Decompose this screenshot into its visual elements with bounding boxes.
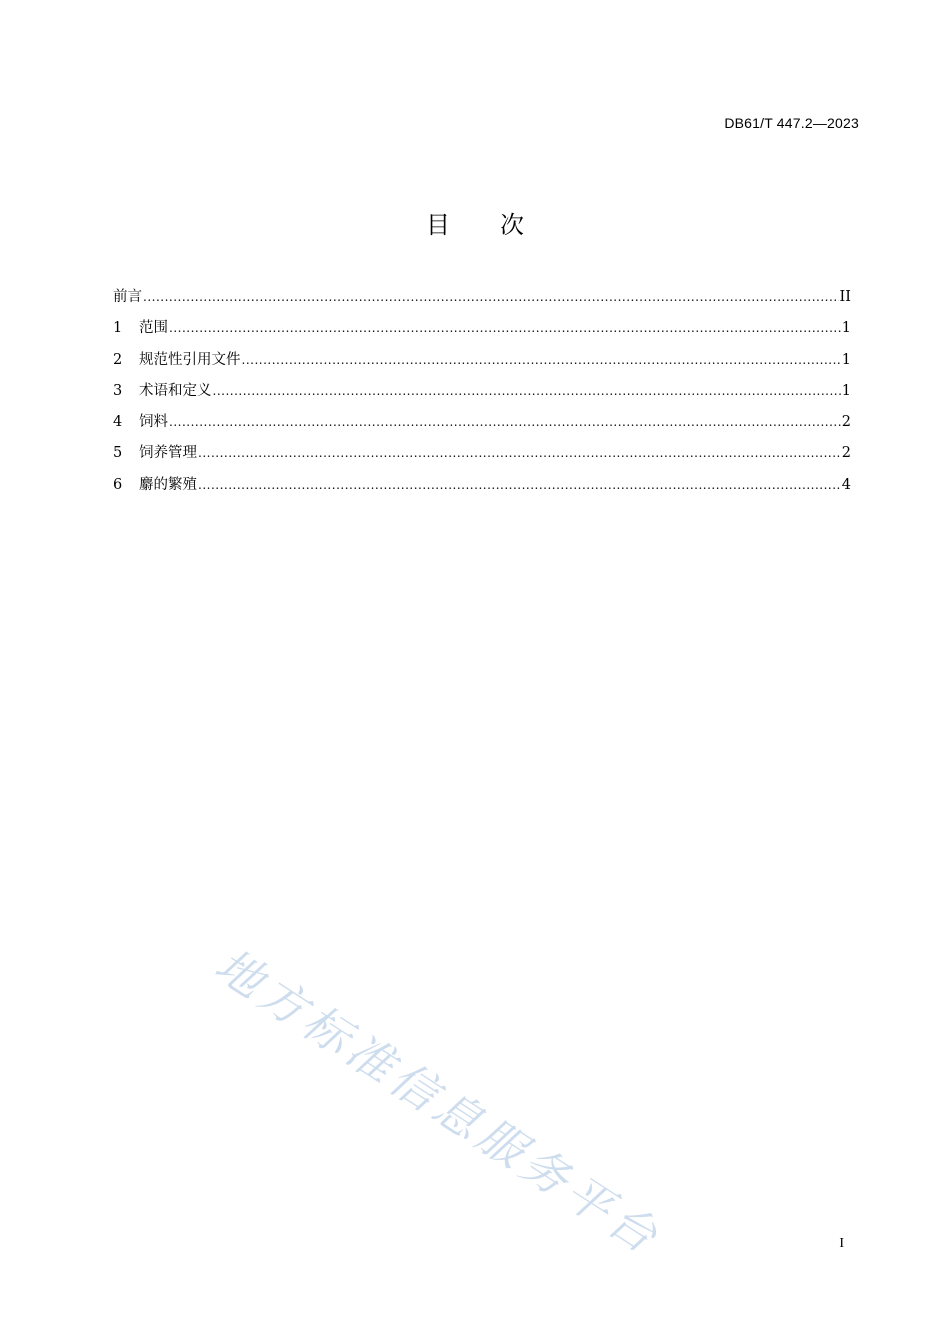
toc-entry-label: 前言	[113, 289, 142, 305]
watermark-text: 地方标准信息服务平台	[205, 937, 672, 1267]
toc-entry-terms-definitions[interactable]	[113, 379, 851, 410]
dot-leader	[213, 379, 841, 403]
dot-leader	[198, 473, 841, 497]
toc-entry-label: 麝的繁殖	[139, 476, 197, 493]
toc-entry-page: 1	[841, 320, 851, 337]
toc-title-part2: 次	[500, 211, 524, 239]
toc-entry-scope[interactable]	[113, 316, 851, 347]
toc-entry-label: 饲料	[139, 414, 168, 431]
dot-leader	[169, 316, 841, 340]
toc-entry-foreword[interactable]	[113, 285, 851, 316]
toc-entry-number: 1	[113, 320, 123, 337]
dot-leader	[169, 410, 841, 434]
toc-entry-page: 1	[841, 382, 851, 399]
dot-leader	[143, 285, 839, 309]
toc-title	[0, 205, 950, 240]
toc-entry-label: 范围	[139, 320, 168, 337]
toc-entry-feeding-management[interactable]	[113, 441, 851, 472]
toc-entry-page: 1	[841, 351, 851, 368]
toc-entry-number: 5	[113, 445, 123, 462]
toc-entry-number: 3	[113, 382, 123, 399]
toc-entry-page: 4	[841, 476, 851, 493]
toc-entry-breeding[interactable]	[113, 473, 851, 504]
toc-title-part1: 目	[426, 211, 450, 239]
toc-entry-page: 2	[841, 414, 851, 431]
toc-entry-label: 规范性引用文件	[139, 351, 241, 368]
page-number: I	[839, 1236, 844, 1251]
toc-entry-label: 饲养管理	[139, 445, 197, 462]
toc-entry-page: II	[839, 289, 851, 305]
document-code: DB61/T 447.2—2023	[724, 115, 859, 131]
toc-entry-number: 4	[113, 414, 123, 431]
table-of-contents	[113, 285, 851, 504]
dot-leader	[198, 441, 841, 465]
toc-entry-feed[interactable]	[113, 410, 851, 441]
toc-entry-number: 6	[113, 476, 123, 493]
toc-entry-label: 术语和定义	[139, 382, 212, 399]
toc-entry-page: 2	[841, 445, 851, 462]
toc-entry-number: 2	[113, 351, 123, 368]
toc-entry-normative-references[interactable]	[113, 348, 851, 379]
dot-leader	[242, 348, 841, 372]
